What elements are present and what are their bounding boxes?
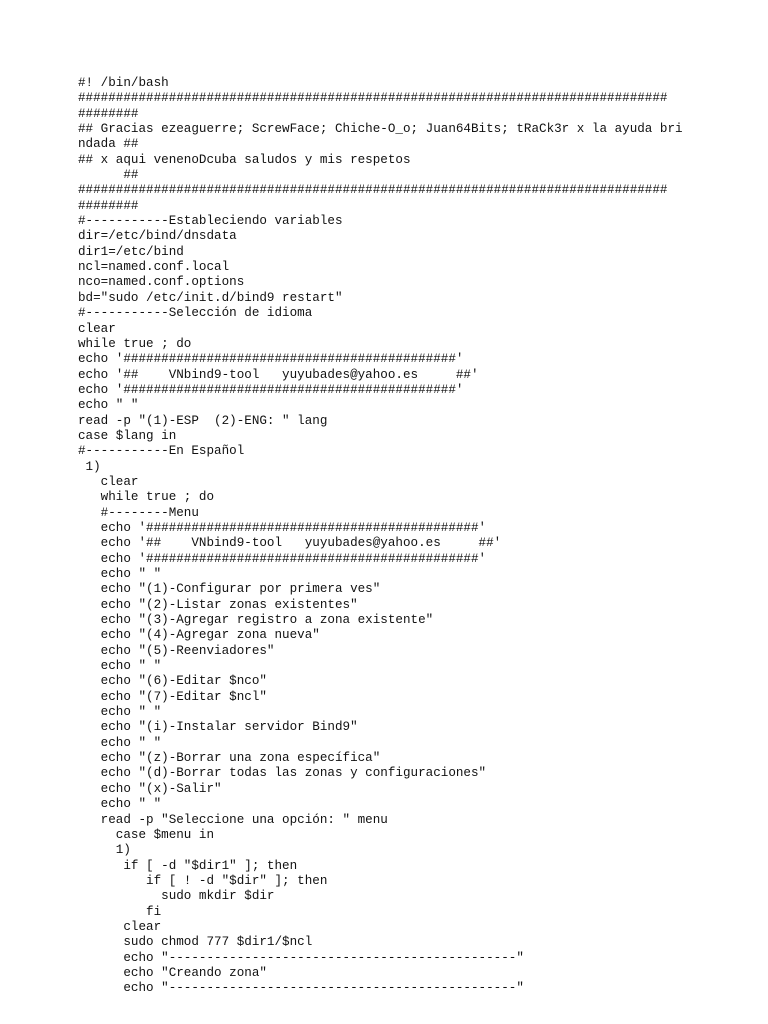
code-line: #-----------En Español bbox=[78, 444, 245, 459]
code-line: nco=named.conf.options bbox=[78, 275, 245, 290]
code-line: dir1=/etc/bind bbox=[78, 244, 184, 259]
code-line: ######## bbox=[78, 106, 139, 121]
code-line: #-----------Selección de idioma bbox=[78, 306, 313, 321]
code-line: bd="sudo /etc/init.d/bind9 restart" bbox=[78, 290, 343, 305]
code-line: clear bbox=[78, 321, 116, 336]
code-line: echo "(z)-Borrar una zona específica" bbox=[78, 751, 381, 766]
code-line: echo "(2)-Listar zonas existentes" bbox=[78, 597, 358, 612]
code-line: echo " " bbox=[78, 797, 162, 812]
code-line: if [ -d "$dir1" ]; then bbox=[78, 858, 298, 873]
code-line: dir=/etc/bind/dnsdata bbox=[78, 229, 237, 244]
code-line: echo '############################################' bbox=[78, 352, 464, 367]
code-line: echo "(d)-Borrar todas las zonas y configuraciones" bbox=[78, 766, 487, 781]
code-line: echo "(i)-Instalar servidor Bind9" bbox=[78, 720, 358, 735]
code-line: fi bbox=[78, 904, 162, 919]
code-line: case $menu in bbox=[78, 827, 215, 842]
code-line: echo "(1)-Configurar por primera ves" bbox=[78, 582, 381, 597]
code-line: ndada ## bbox=[78, 137, 139, 152]
code-line: ## x aqui venenoDcuba saludos y mis respetos bbox=[78, 152, 411, 167]
code-line: echo " " bbox=[78, 705, 162, 720]
code-line: read -p "(1)-ESP (2)-ENG: " lang bbox=[78, 413, 328, 428]
code-line: clear bbox=[78, 474, 139, 489]
script-code-block bbox=[78, 76, 698, 997]
code-line: echo " " bbox=[78, 398, 139, 413]
code-line: while true ; do bbox=[78, 490, 215, 505]
code-line: echo '############################################' bbox=[78, 382, 464, 397]
code-line: echo "----------------------------------------------" bbox=[78, 981, 524, 996]
code-line: echo "(3)-Agregar registro a zona existente" bbox=[78, 613, 434, 628]
code-line: sudo chmod 777 $dir1/$ncl bbox=[78, 935, 313, 950]
code-line: echo '############################################' bbox=[78, 520, 487, 535]
code-line: ############################################################################## bbox=[78, 91, 668, 106]
code-line: echo '############################################' bbox=[78, 551, 487, 566]
code-line: case $lang in bbox=[78, 428, 177, 443]
code-line: echo "(5)-Reenviadores" bbox=[78, 643, 275, 658]
code-line: ncl=named.conf.local bbox=[78, 260, 230, 275]
code-line: while true ; do bbox=[78, 336, 192, 351]
code-line: echo " " bbox=[78, 659, 162, 674]
code-line: read -p "Seleccione una opción: " menu bbox=[78, 812, 388, 827]
code-line: echo "(x)-Salir" bbox=[78, 781, 222, 796]
code-line: ############################################################################## bbox=[78, 183, 668, 198]
code-line: echo '## VNbind9-tool yuyubades@yahoo.es ##' bbox=[78, 536, 502, 551]
code-line: ## bbox=[78, 168, 139, 183]
code-line: echo "----------------------------------------------" bbox=[78, 950, 524, 965]
code-line: echo "Creando zona" bbox=[78, 965, 267, 980]
code-line: #--------Menu bbox=[78, 505, 199, 520]
code-line: echo '## VNbind9-tool yuyubades@yahoo.es ##' bbox=[78, 367, 479, 382]
code-line: ## Gracias ezeaguerre; ScrewFace; Chiche-O_o; Juan64Bits; tRaCk3r x la ayuda bri bbox=[78, 122, 683, 137]
code-line: echo "(6)-Editar $nco" bbox=[78, 674, 267, 689]
code-line: clear bbox=[78, 919, 162, 934]
code-line: echo "(4)-Agregar zona nueva" bbox=[78, 628, 320, 643]
code-line: echo "(7)-Editar $ncl" bbox=[78, 689, 267, 704]
code-line: sudo mkdir $dir bbox=[78, 889, 275, 904]
code-line: #-----------Estableciendo variables bbox=[78, 214, 343, 229]
code-line: if [ ! -d "$dir" ]; then bbox=[78, 873, 328, 888]
code-line: ######## bbox=[78, 198, 139, 213]
code-line: 1) bbox=[78, 459, 101, 474]
code-line: 1) bbox=[78, 843, 131, 858]
code-line: echo " " bbox=[78, 567, 162, 581]
code-line: #! /bin/bash bbox=[78, 76, 169, 90]
code-line: echo " " bbox=[78, 735, 162, 750]
